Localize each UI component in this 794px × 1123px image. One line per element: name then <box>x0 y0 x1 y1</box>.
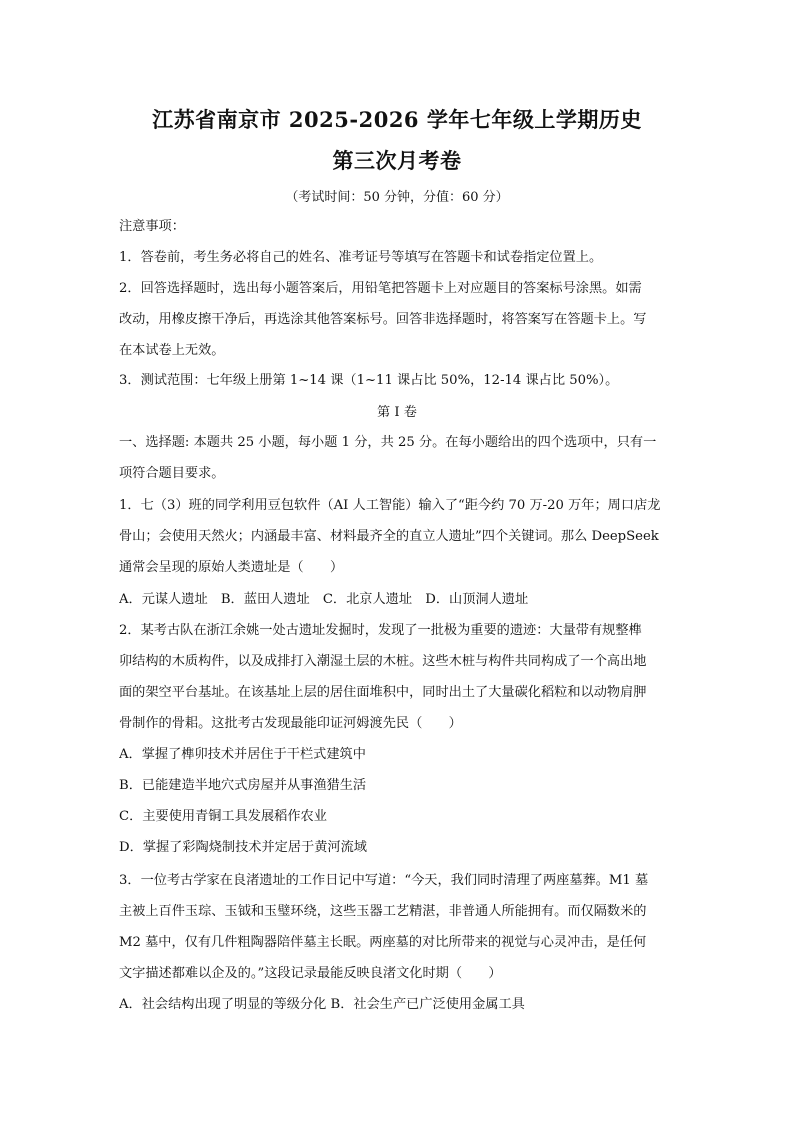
note-2-line-3: 在本试卷上无效。 <box>119 343 225 358</box>
question-3-line-2: 主被上百件玉琮、玉钺和玉璧环绕，这些玉器工艺精湛，非普通人所能拥有。而仅隔数米的 <box>119 904 647 919</box>
question-2-option-b: B．已能建造半地穴式房屋并从事渔猎生活 <box>119 778 367 793</box>
exam-title: 江苏省南京市 2025-2026 学年七年级上学期历史 <box>152 107 642 132</box>
section-1-line-2: 项符合题目要求。 <box>119 466 225 481</box>
question-3-line-4: 文字描述都难以企及的。”这段记录最能反映良渚文化时期（ ） <box>119 966 502 981</box>
exam-info: （考试时间：50 分钟，分值：60 分） <box>285 190 509 205</box>
notes-heading: 注意事项： <box>119 219 185 234</box>
note-2-line-2: 改动，用橡皮擦干净后，再选涂其他答案标号。回答非选择题时，将答案写在答题卡上。写 <box>119 312 647 327</box>
note-2-line-1: 2．回答选择题时，选出每小题答案后，用铅笔把答题卡上对应题目的答案标号涂黑。如需 <box>119 281 642 296</box>
exam-subtitle: 第三次月考卷 <box>332 148 462 173</box>
question-1-line-2: 骨山；会使用天然火；内涵最丰富、材料最齐全的直立人遗址”四个关键词。那么 DeepSeek <box>119 529 659 544</box>
question-2-line-3: 面的架空平台基址。在该基址上层的居住面堆积中，同时出土了大量碳化稻粒和以动物肩胛 <box>119 685 647 700</box>
question-1-options: A．元谋人遗址 B．蓝田人遗址 C．北京人遗址 D．山顶洞人遗址 <box>119 592 529 607</box>
question-2-option-a: A．掌握了榫卯技术并居住于干栏式建筑中 <box>119 747 366 762</box>
question-3-options-ab: A．社会结构出现了明显的等级分化 B．社会生产已广泛使用金属工具 <box>119 997 525 1012</box>
volume-label: 第 I 卷 <box>377 405 417 420</box>
question-1-line-1: 1．七（3）班的同学利用豆包软件（AI 人工智能）输入了“距今约 70 万-20 万年；周口店龙 <box>119 498 661 513</box>
question-2-line-1: 2．某考古队在浙江余姚一处古遗址发掘时，发现了一批极为重要的遗迹：大量带有规整榫 <box>119 623 642 638</box>
question-1-line-3: 通常会呈现的原始人类遗址是（ ） <box>119 560 344 575</box>
question-3-line-1: 3．一位考古学家在良渚遗址的工作日记中写道：“今天，我们同时清理了两座墓葬。M1 墓 <box>119 873 649 888</box>
question-3-line-3: M2 墓中，仅有几件粗陶器陪伴墓主长眠。两座墓的对比所带来的视觉与心灵冲击，是任何 <box>119 935 647 950</box>
note-1: 1．答卷前，考生务必将自己的姓名、准考证号等填写在答题卡和试卷指定位置上。 <box>119 250 603 265</box>
question-2-option-c: C．主要使用青铜工具发展稻作农业 <box>119 809 327 824</box>
section-1-line-1: 一、选择题: 本题共 25 小题，每小题 1 分，共 25 分。在每小题给出的四个选项中，只有一 <box>119 435 657 450</box>
note-3: 3．测试范围：七年级上册第 1~14 课（1~11 课占比 50%，12-14 课占比 50%）。 <box>119 373 619 388</box>
question-2-line-2: 卯结构的木质构件，以及成排打入潮湿土层的木桩。这些木桩与构件共同构成了一个高出地 <box>119 654 647 669</box>
question-2-line-4: 骨制作的骨耜。这批考古发现最能印证河姆渡先民（ ） <box>119 716 462 731</box>
question-2-option-d: D．掌握了彩陶烧制技术并定居于黄河流域 <box>119 840 367 855</box>
